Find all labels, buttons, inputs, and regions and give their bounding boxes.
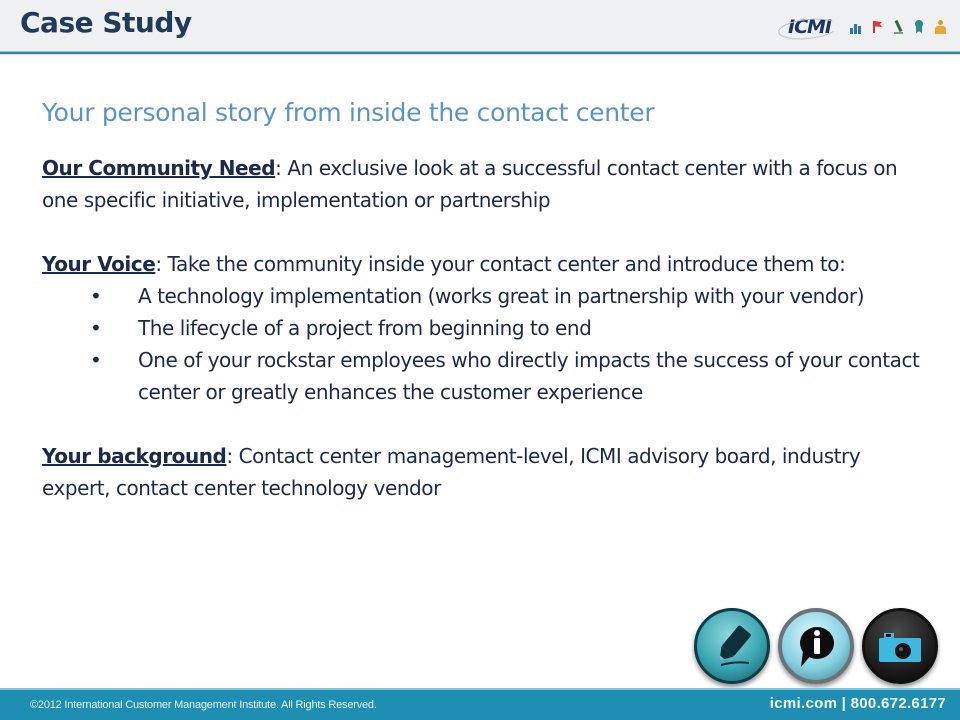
background-heading: Your background	[42, 444, 227, 468]
your-voice-paragraph	[42, 248, 922, 408]
slide-title: Case Study	[20, 6, 192, 39]
bullet-text: A technology implementation (works great in partnership with your vendor)	[138, 284, 865, 308]
your-voice-bullet-list	[42, 280, 922, 408]
icmi-logo: ICMI	[784, 16, 835, 38]
info-speech-bubble-icon	[791, 621, 841, 671]
bullet-icon: •	[90, 348, 102, 372]
contact-info: icmi.com | 800.672.6177	[769, 695, 946, 712]
background-paragraph	[42, 440, 922, 504]
brand-bar	[784, 14, 946, 40]
community-need-paragraph	[42, 152, 922, 216]
list-item	[42, 280, 922, 312]
bullet-text: The lifecycle of a project from beginning to end	[138, 316, 592, 340]
background-text: : Contact center management-level, ICMI advisory board, industry expert, contact center technology vendor	[42, 444, 861, 500]
copyright-text: ©2012 International Customer Management Institute. All Rights Reserved.	[30, 699, 377, 711]
bullet-icon: •	[90, 316, 102, 340]
community-need-text: : An exclusive look at a successful contact center with a focus on one specific initiative, implementation or partnership	[42, 156, 898, 212]
info-button[interactable]	[778, 608, 854, 684]
list-item	[42, 344, 922, 408]
camera-icon	[875, 621, 925, 671]
your-voice-heading: Your Voice	[42, 252, 156, 276]
slide-header	[0, 0, 960, 52]
bar-chart-icon	[850, 20, 862, 34]
pencil-icon	[707, 621, 757, 671]
your-voice-text: : Take the community inside your contact center and introduce them to:	[155, 252, 846, 276]
slide-subtitle: Your personal story from inside the contact center	[42, 98, 655, 127]
bullet-icon: •	[90, 284, 102, 308]
action-button-group	[694, 608, 938, 684]
award-ribbon-icon	[913, 20, 925, 34]
slide-footer	[0, 688, 960, 720]
community-need-heading: Our Community Need	[42, 156, 276, 180]
person-icon	[934, 20, 946, 34]
camera-button[interactable]	[862, 608, 938, 684]
header-divider	[0, 51, 960, 55]
list-item	[42, 312, 922, 344]
flag-icon	[871, 20, 883, 34]
bullet-text: One of your rockstar employees who directly impacts the success of your contact center or greatly enhances the customer experience	[138, 348, 920, 404]
edit-button[interactable]	[694, 608, 770, 684]
pen-icon	[892, 20, 904, 34]
slide-content	[42, 98, 922, 504]
